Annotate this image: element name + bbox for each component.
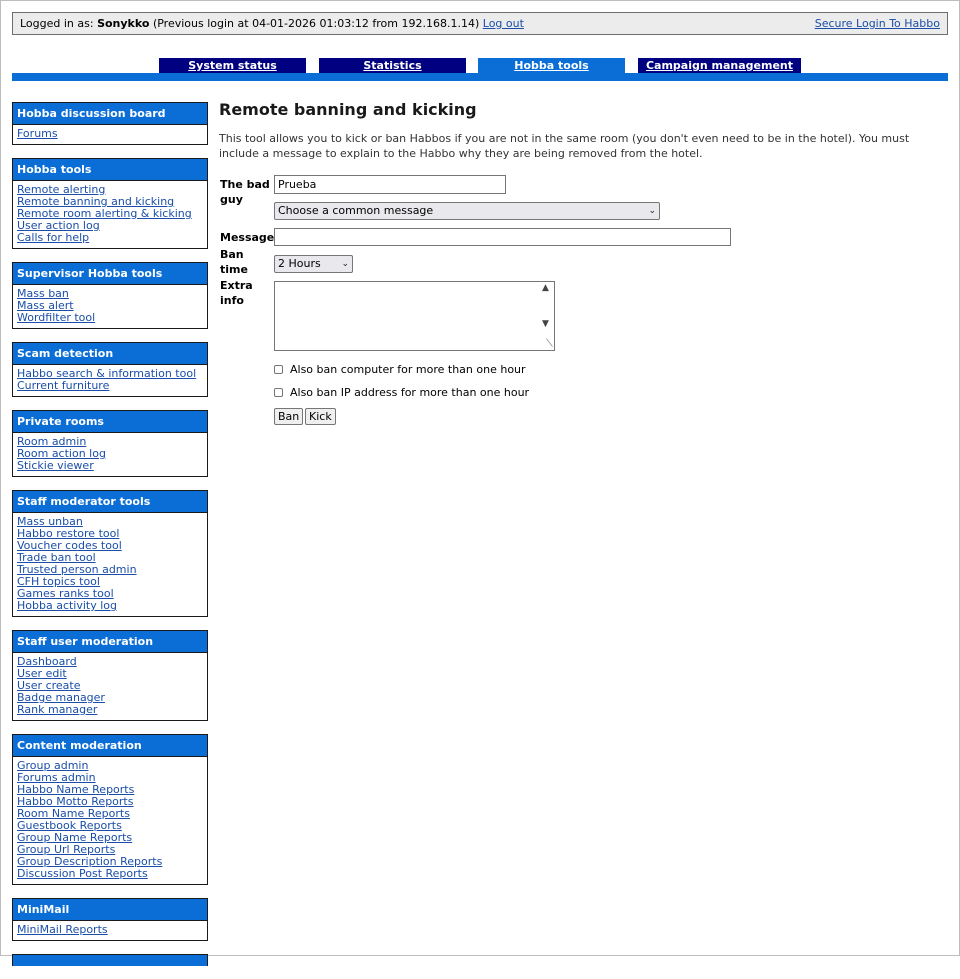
- previous-login-info: (Previous login at 04-01-2026 01:03:12 from 192.168.1.14): [149, 17, 483, 30]
- sidebar-section-title: Scam detection: [13, 343, 207, 364]
- sidebar-section: [12, 102, 208, 145]
- sidebar-section-links: [13, 284, 207, 328]
- sidebar-section: [12, 898, 208, 941]
- extra-info-label-line1: Extra: [220, 279, 253, 292]
- login-username: Sonykko: [97, 17, 150, 30]
- sidebar-link[interactable]: Mass ban: [17, 287, 69, 300]
- sidebar-section-links: [13, 652, 207, 720]
- kick-button[interactable]: Kick: [305, 408, 336, 425]
- main-content: [219, 100, 939, 475]
- bad-guy-label-line1: The bad: [220, 178, 270, 191]
- sidebar-link[interactable]: Habbo search & information tool: [17, 367, 197, 380]
- message-label: Message: [220, 231, 275, 244]
- sidebar-link[interactable]: Trusted person admin: [17, 563, 137, 576]
- sidebar-section-title: Private rooms: [13, 411, 207, 432]
- page-title: Remote banning and kicking: [219, 100, 477, 119]
- sidebar-link[interactable]: Group admin: [17, 759, 89, 772]
- ban-ip-label: Also ban IP address for more than one hour: [290, 386, 530, 399]
- bad-guy-input[interactable]: [274, 175, 506, 194]
- tab-underline-bar: [12, 73, 948, 81]
- sidebar-section-title: Supervisor Hobba tools: [13, 263, 207, 284]
- sidebar-section: [12, 158, 208, 249]
- textarea-scrollbar[interactable]: [539, 282, 554, 350]
- bad-guy-label: [220, 177, 270, 207]
- login-status: [20, 17, 524, 30]
- sidebar-link[interactable]: Habbo Name Reports: [17, 783, 135, 796]
- sidebar-link[interactable]: Games ranks tool: [17, 587, 114, 600]
- sidebar-link[interactable]: CFH topics tool: [17, 575, 100, 588]
- sidebar-link[interactable]: Group Description Reports: [17, 855, 163, 868]
- tab-hobba-tools[interactable]: Hobba tools: [478, 58, 625, 73]
- sidebar-link[interactable]: Forums: [17, 127, 58, 140]
- secure-login-link[interactable]: Secure Login To Habbo: [814, 17, 940, 30]
- ban-button[interactable]: Ban: [274, 408, 303, 425]
- sidebar-section: [12, 410, 208, 477]
- extra-info-textarea[interactable]: [274, 281, 555, 351]
- sidebar-link[interactable]: Voucher codes tool: [17, 539, 122, 552]
- sidebar-link[interactable]: Wordfilter tool: [17, 311, 96, 324]
- sidebar-section-links: [13, 180, 207, 248]
- sidebar-link[interactable]: User action log: [17, 219, 100, 232]
- sidebar-section-links: [13, 364, 207, 396]
- sidebar-section-title: Content moderation: [13, 735, 207, 756]
- sidebar-section-links: [13, 920, 207, 940]
- ban-ip-checkbox-row[interactable]: [274, 386, 529, 399]
- sidebar-section-links: [13, 432, 207, 476]
- ban-time-value: 2 Hours: [278, 257, 321, 270]
- sidebar-section: [12, 630, 208, 721]
- sidebar-link[interactable]: Mass alert: [17, 299, 74, 312]
- common-message-value: Choose a common message: [278, 204, 434, 217]
- sidebar-link[interactable]: MiniMail Reports: [17, 923, 108, 936]
- sidebar-link[interactable]: Stickie viewer: [17, 459, 94, 472]
- chevron-down-icon: ⌄: [648, 206, 656, 216]
- sidebar-link[interactable]: User edit: [17, 667, 67, 680]
- sidebar-section: [12, 490, 208, 617]
- ban-computer-label: Also ban computer for more than one hour: [290, 363, 526, 376]
- sidebar-section: [12, 262, 208, 329]
- ban-time-label: [220, 247, 248, 277]
- extra-info-label-line2: info: [220, 294, 244, 307]
- sidebar: [12, 102, 208, 979]
- scroll-down-icon[interactable]: ▼: [542, 319, 549, 329]
- sidebar-link[interactable]: Current furniture: [17, 379, 110, 392]
- sidebar-section-links: [13, 124, 207, 144]
- chevron-down-icon: ⌄: [341, 259, 349, 269]
- sidebar-link[interactable]: Forums admin: [17, 771, 96, 784]
- sidebar-link[interactable]: Remote banning and kicking: [17, 195, 175, 208]
- sidebar-link[interactable]: Room Name Reports: [17, 807, 130, 820]
- sidebar-section-title: Hobba tools: [13, 159, 207, 180]
- tab-statistics[interactable]: Statistics: [319, 58, 466, 73]
- sidebar-link[interactable]: Habbo Motto Reports: [17, 795, 134, 808]
- sidebar-link[interactable]: Room admin: [17, 435, 87, 448]
- sidebar-link[interactable]: Habbo restore tool: [17, 527, 120, 540]
- sidebar-link[interactable]: Remote room alerting & kicking: [17, 207, 192, 220]
- tab-campaign-management[interactable]: Campaign management: [638, 58, 801, 73]
- tab-system-status[interactable]: System status: [159, 58, 306, 73]
- sidebar-link[interactable]: Calls for help: [17, 231, 90, 244]
- sidebar-link[interactable]: Guestbook Reports: [17, 819, 122, 832]
- scroll-up-icon[interactable]: ▲: [542, 283, 549, 293]
- sidebar-link[interactable]: Dashboard: [17, 655, 77, 668]
- ban-time-label-line1: Ban: [220, 248, 244, 261]
- sidebar-link[interactable]: Group Name Reports: [17, 831, 133, 844]
- login-bar: [12, 12, 948, 35]
- ban-time-select[interactable]: [274, 255, 353, 273]
- sidebar-section: [12, 342, 208, 397]
- sidebar-section: [12, 734, 208, 885]
- common-message-select[interactable]: [274, 202, 660, 220]
- sidebar-section-title: MiniMail: [13, 899, 207, 920]
- extra-info-label: [220, 278, 253, 308]
- ban-computer-checkbox[interactable]: [274, 365, 283, 374]
- main-tabs: [12, 58, 948, 81]
- login-prefix: Logged in as:: [20, 17, 98, 30]
- sidebar-section-links: [13, 756, 207, 884]
- ban-time-label-line2: time: [220, 263, 248, 276]
- sidebar-link[interactable]: Mass unban: [17, 515, 83, 528]
- logout-link[interactable]: Log out: [482, 17, 524, 30]
- sidebar-section-title: Hobba discussion board: [13, 103, 207, 124]
- sidebar-link[interactable]: Discussion Post Reports: [17, 867, 148, 880]
- ban-ip-checkbox[interactable]: [274, 388, 283, 397]
- ban-computer-checkbox-row[interactable]: [274, 363, 526, 376]
- ban-kick-form: [219, 175, 939, 475]
- sidebar-link[interactable]: Trade ban tool: [17, 551, 96, 564]
- sidebar-link[interactable]: Badge manager: [17, 691, 105, 704]
- sidebar-section-title: Staff user moderation: [13, 631, 207, 652]
- sidebar-link[interactable]: Group Url Reports: [17, 843, 116, 856]
- sidebar-section-title-cutoff: [13, 955, 207, 966]
- intro-text: This tool allows you to kick or ban Habbos if you are not in the same room (you don't even need to be in the hotel). You must include a message to explain to the Habbo why they are being removed from the hotel.: [219, 132, 910, 160]
- sidebar-link[interactable]: Rank manager: [17, 703, 98, 716]
- sidebar-link[interactable]: User create: [17, 679, 81, 692]
- sidebar-link[interactable]: Room action log: [17, 447, 106, 460]
- sidebar-link[interactable]: Remote alerting: [17, 183, 106, 196]
- sidebar-section-links: [13, 512, 207, 616]
- sidebar-section-title: Staff moderator tools: [13, 491, 207, 512]
- sidebar-link[interactable]: Hobba activity log: [17, 599, 118, 612]
- message-input[interactable]: [274, 228, 731, 246]
- bad-guy-label-line2: guy: [220, 193, 243, 206]
